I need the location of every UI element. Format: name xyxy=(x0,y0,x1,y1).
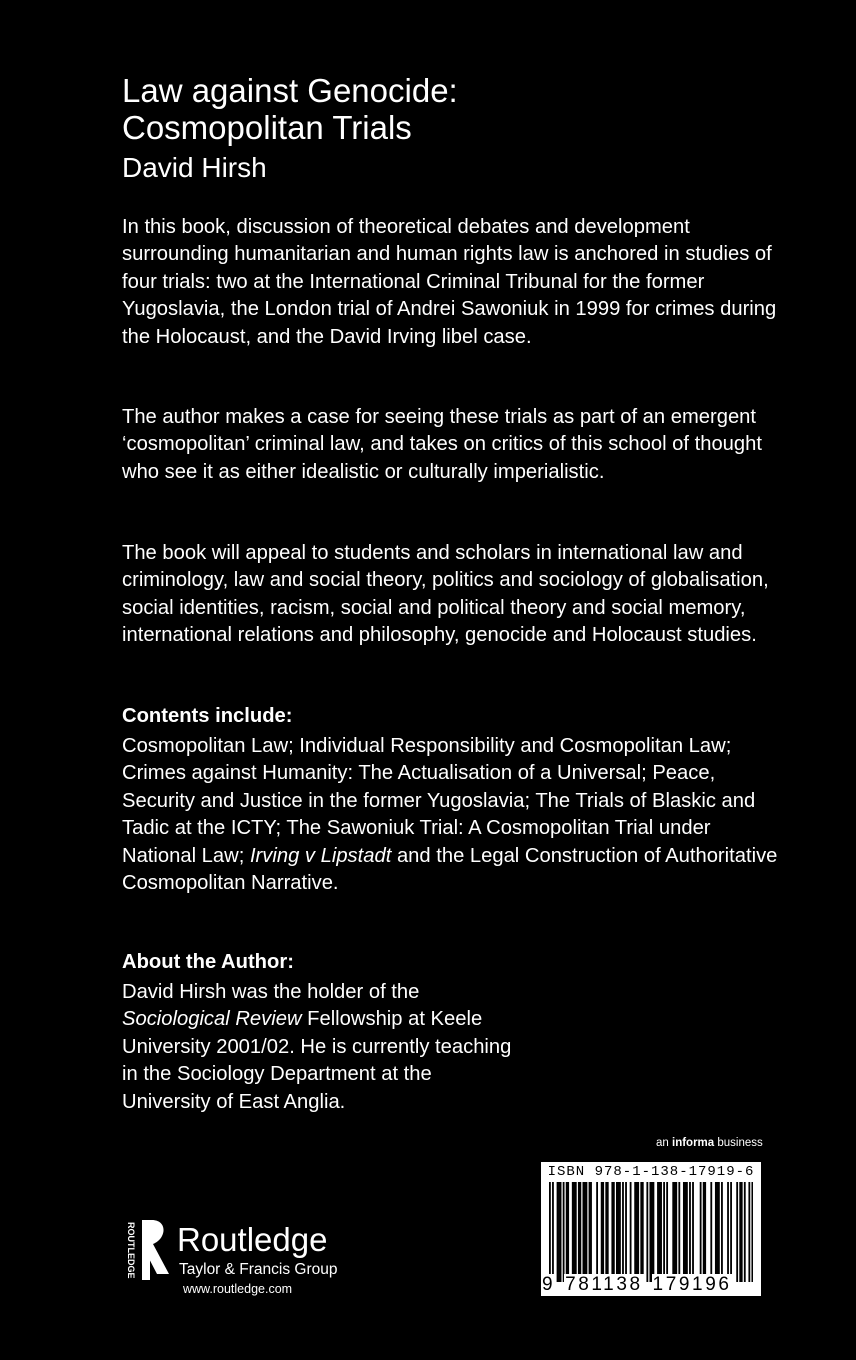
barcode-bar xyxy=(689,1182,691,1282)
barcode-bar xyxy=(718,1182,720,1282)
barcode-bar xyxy=(575,1182,577,1282)
barcode-bar xyxy=(590,1182,592,1282)
barcode-bar xyxy=(660,1182,662,1282)
isbn-barcode xyxy=(541,1162,761,1296)
blurb-paragraph-3: The book will appeal to students and scholars in international law and criminology, law and social theory, politics and sociology of globalisation, social identities, racism, social and political theory and social memory, international relations and philosophy, genocide and Holocaust studies. xyxy=(122,542,769,647)
publisher-group: Taylor & Francis Group xyxy=(179,1261,338,1278)
barcode-bar xyxy=(744,1182,746,1282)
publisher-name: Routledge xyxy=(177,1221,328,1258)
informa-tagline xyxy=(656,1137,763,1149)
barcode-bar xyxy=(586,1182,588,1282)
barcode-bar xyxy=(678,1182,680,1282)
barcode-bar xyxy=(563,1182,565,1282)
isbn-label: ISBN 978-1-138-17919-6 xyxy=(547,1164,755,1180)
isbn-digit-group-2: 179196 xyxy=(652,1274,732,1295)
barcode-bar xyxy=(653,1182,655,1282)
barcode-bar xyxy=(630,1182,632,1282)
contents-heading: Contents include: xyxy=(122,705,293,727)
barcode-bar xyxy=(741,1182,743,1282)
about-author-text xyxy=(122,979,522,1116)
book-author: David Hirsh xyxy=(122,152,267,183)
contents-text-1: Cosmopolitan Law; Individual Responsibility and Cosmopolitan Law; Crimes against Humanity: The Actualisation of a Universal; Peace, Security and Justice in the former Yugoslavia; The Trials of Blaskic and Tadic at the ICTY; The Sawoniuk Trial: A Cosmopolitan Trial under National Law; xyxy=(122,735,756,867)
contents-list xyxy=(122,733,782,897)
informa-prefix: an xyxy=(656,1137,669,1149)
isbn-digits xyxy=(541,1274,761,1296)
about-text-1: David Hirsh was the holder of the xyxy=(122,981,420,1003)
barcode-bar xyxy=(751,1182,753,1282)
barcode-bar xyxy=(549,1182,551,1282)
logo-vertical-text: ROUTLEDGE xyxy=(126,1222,136,1279)
isbn-first-digit: 9 xyxy=(542,1274,556,1295)
barcode-bar xyxy=(692,1182,694,1282)
barcode-bar xyxy=(607,1182,609,1282)
barcode-bar xyxy=(700,1182,702,1282)
informa-suffix: business xyxy=(717,1137,763,1149)
about-heading: About the Author: xyxy=(122,951,294,973)
routledge-logo-icon xyxy=(120,1216,172,1288)
contents-text-2: and the Legal Construction of Authoritative Cosmopolitan Narrative. xyxy=(122,844,778,895)
book-title xyxy=(122,72,802,146)
isbn-digit-group-1: 781138 xyxy=(565,1274,643,1295)
barcode-bar xyxy=(748,1182,750,1282)
barcode-bar xyxy=(675,1182,677,1282)
barcode-bar xyxy=(686,1182,688,1282)
blurb-paragraph-1: In this book, discussion of theoretical debates and development surrounding humanitarian and human rights law is anchored in studies of four trials: two at the International Criminal Tribunal for the former Yugoslavia, the London trial of Andrei Sawoniuk in 1999 for crimes during the Holocaust, and the David Irving libel case. xyxy=(122,216,777,348)
barcode-bar xyxy=(642,1182,644,1282)
about-italic-journal: Sociological Review xyxy=(122,1008,302,1031)
barcode-bar xyxy=(710,1182,712,1282)
barcode-bar xyxy=(704,1182,706,1282)
barcode-bar xyxy=(619,1182,621,1282)
publisher-url: www.routledge.com xyxy=(183,1282,293,1296)
barcode-bar xyxy=(637,1182,639,1282)
barcode-bar xyxy=(663,1182,665,1282)
barcode-bar xyxy=(613,1182,615,1282)
barcode-bar xyxy=(552,1182,554,1282)
barcode-bar xyxy=(567,1182,569,1282)
barcode-bar xyxy=(602,1182,604,1282)
contents-italic-title: Irving v Lipstadt xyxy=(249,844,392,867)
barcode-bar xyxy=(579,1182,581,1282)
barcode-bar xyxy=(730,1182,732,1282)
title-line-1: Law against Genocide: xyxy=(122,72,458,109)
barcode-bar xyxy=(646,1182,648,1282)
informa-brand: informa xyxy=(672,1137,715,1149)
barcode-bar xyxy=(622,1182,624,1282)
barcode-bar xyxy=(625,1182,627,1282)
barcode-bar xyxy=(560,1182,562,1282)
blurb-paragraph-2: The author makes a case for seeing these trials as part of an emergent ‘cosmopolitan’ criminal law, and takes on critics of this school of thought who see it as either idealistic or culturally imperialistic. xyxy=(122,406,762,483)
barcode-bars xyxy=(549,1182,753,1282)
barcode-bar xyxy=(727,1182,729,1282)
barcode-bar xyxy=(721,1182,723,1282)
title-line-2: Cosmopolitan Trials xyxy=(122,109,412,146)
barcode-bar xyxy=(666,1182,668,1282)
barcode-bar xyxy=(596,1182,598,1282)
barcode-bar xyxy=(736,1182,738,1282)
about-text-2: Fellowship at Keele University 2001/02. He is currently teaching in the Sociology Department at the University of East Anglia. xyxy=(122,1008,512,1113)
